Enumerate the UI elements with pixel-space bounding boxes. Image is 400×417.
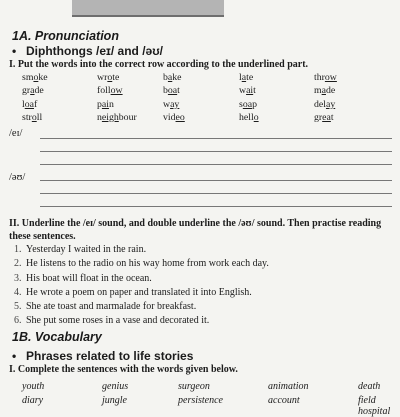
word-part: l xyxy=(22,98,25,110)
vocab-word: field hospital xyxy=(358,395,391,417)
symbol-ou: /əʊ/ xyxy=(9,172,26,183)
word-part: ai xyxy=(101,98,109,110)
instruction-2 xyxy=(9,218,391,243)
word-part: ay xyxy=(325,98,336,110)
word-part: eo xyxy=(175,111,185,123)
word-row xyxy=(22,71,392,84)
word-cell xyxy=(163,84,239,97)
word-cell xyxy=(97,71,163,84)
word-part: ow xyxy=(110,85,123,97)
word-part: o xyxy=(31,111,37,123)
word-part: de xyxy=(34,85,44,97)
word-cell xyxy=(314,84,389,97)
word-part: del xyxy=(314,98,326,110)
instruction-text: Complete the sentences with the words given below. xyxy=(17,364,238,375)
sentence-item xyxy=(14,286,394,300)
sentence-number: 6. xyxy=(14,315,22,327)
word-cell xyxy=(314,98,389,111)
word-part: ay xyxy=(170,98,180,110)
word-cell xyxy=(22,111,97,124)
word-part: te xyxy=(246,72,254,83)
vocab-word-row xyxy=(22,381,392,392)
word-part: p xyxy=(252,98,257,110)
sentence-text: He listens to the radio on his way home from work each day. xyxy=(26,258,269,270)
word-part: o xyxy=(253,111,259,123)
word-part: b xyxy=(163,72,168,83)
vocab-word: jungle xyxy=(102,395,127,406)
sentence-number: 4. xyxy=(14,286,22,298)
answer-line[interactable] xyxy=(40,193,392,194)
word-cell xyxy=(22,71,97,84)
answer-line[interactable] xyxy=(40,151,392,152)
word-part: o xyxy=(107,72,113,83)
word-grid xyxy=(22,71,392,124)
word-cell xyxy=(97,111,163,124)
sentence-number: 1. xyxy=(14,244,22,255)
answer-line[interactable] xyxy=(40,180,392,181)
section-title-vocabulary: 1B. Vocabulary xyxy=(12,330,102,344)
sentence-number: 5. xyxy=(14,301,22,313)
word-part: ke xyxy=(172,72,182,83)
word-part: hell xyxy=(239,111,254,123)
vocab-word: genius xyxy=(102,381,129,392)
vocab-word: youth xyxy=(22,381,45,392)
word-part: o xyxy=(33,72,39,83)
word-cell xyxy=(314,111,389,124)
word-cell xyxy=(22,84,97,97)
word-part: a xyxy=(321,85,326,97)
vocab-word: surgeon xyxy=(178,381,210,392)
word-part: eigh xyxy=(101,111,119,123)
word-part: m xyxy=(314,85,322,97)
word-part: a xyxy=(167,72,173,83)
answer-line[interactable] xyxy=(40,206,392,207)
diphthongs-heading-text: Diphthongs /eɪ/ and /əʊ/ xyxy=(26,44,163,58)
sentence-list xyxy=(14,243,394,329)
word-part: thr xyxy=(314,72,325,83)
word-part: te xyxy=(112,72,120,83)
bullet-icon: • xyxy=(12,44,17,58)
word-part: foll xyxy=(97,85,111,97)
sentence-item xyxy=(14,314,394,328)
sentence-text: Yesterday I waited in the rain. xyxy=(26,244,147,255)
word-part: l xyxy=(239,72,242,83)
word-part: f xyxy=(33,98,38,110)
phrases-heading xyxy=(12,349,193,363)
word-cell xyxy=(97,98,163,111)
word-cell xyxy=(163,98,239,111)
section-title-pronunciation: 1A. Pronunciation xyxy=(12,29,119,43)
word-row xyxy=(22,111,392,124)
word-part: ea xyxy=(322,111,331,123)
word-cell xyxy=(239,98,314,111)
instruction-text: Underline the /eɪ/ sound, and double underline the /əʊ/ sound. Then practise reading these sentences. xyxy=(9,218,382,242)
word-part: oa xyxy=(242,98,253,110)
word-part: a xyxy=(30,85,35,97)
word-part: oa xyxy=(24,98,34,110)
sentence-text: He wrote a poem on paper and translated it into English. xyxy=(26,286,252,298)
word-part: bour xyxy=(118,111,137,123)
word-part: n xyxy=(108,98,114,110)
sentence-item xyxy=(14,300,394,314)
sentence-number: 3. xyxy=(14,272,22,284)
word-part: t xyxy=(253,85,256,97)
word-cell xyxy=(97,84,163,97)
instruction-3 xyxy=(9,364,391,377)
sentence-text: She ate toast and marmalade for breakfast. xyxy=(26,301,197,313)
word-part: sm xyxy=(22,72,34,83)
vocab-word: death xyxy=(358,381,381,392)
word-part: ke xyxy=(38,72,48,83)
vocab-word-row xyxy=(22,395,392,417)
header-tab-bar xyxy=(72,0,224,17)
word-part: w xyxy=(239,85,247,97)
word-cell xyxy=(314,71,389,84)
sentence-item xyxy=(14,243,394,257)
word-part: ow xyxy=(324,72,337,83)
vocab-word: animation xyxy=(268,381,309,392)
sentence-number: 2. xyxy=(14,258,22,270)
word-part: gr xyxy=(22,85,31,97)
word-part: t xyxy=(330,111,334,123)
instruction-number: I. xyxy=(9,364,16,375)
word-row xyxy=(22,98,392,111)
word-part: w xyxy=(163,98,171,110)
word-cell xyxy=(239,111,314,124)
word-part: gr xyxy=(314,111,323,123)
symbol-ei: /eɪ/ xyxy=(9,128,23,139)
vocab-word: diary xyxy=(22,395,44,406)
word-part: a xyxy=(241,72,247,83)
instruction-1 xyxy=(9,59,391,72)
instruction-number: II. xyxy=(9,218,20,229)
word-part: n xyxy=(97,111,102,123)
diphthongs-heading xyxy=(12,44,163,58)
answer-line[interactable] xyxy=(40,138,392,139)
word-part: vid xyxy=(163,111,176,123)
instruction-number: I. xyxy=(9,59,16,70)
word-part: de xyxy=(325,85,336,97)
word-part: wr xyxy=(97,72,108,83)
sentence-item xyxy=(14,272,394,286)
sentence-item xyxy=(14,257,394,271)
phrases-heading-text: Phrases related to life stories xyxy=(26,349,194,363)
word-part: str xyxy=(22,111,32,123)
word-part: ll xyxy=(36,111,43,123)
word-cell xyxy=(163,111,239,124)
word-part: s xyxy=(239,98,243,110)
bullet-icon: • xyxy=(12,349,17,363)
word-part: b xyxy=(163,85,168,97)
word-part: p xyxy=(97,98,102,110)
vocab-word: account xyxy=(268,395,300,406)
instruction-text: Put the words into the correct row according to the underlined part. xyxy=(17,59,309,70)
word-cell xyxy=(163,71,239,84)
word-cell xyxy=(22,98,97,111)
word-row xyxy=(22,84,392,97)
word-part: ai xyxy=(246,85,254,97)
sentence-text: His boat will float in the ocean. xyxy=(26,272,152,284)
sentence-text: She put some roses in a vase and decorated it. xyxy=(26,315,210,327)
answer-line[interactable] xyxy=(40,164,392,165)
word-part: oa xyxy=(167,85,178,97)
word-cell xyxy=(239,71,314,84)
word-cell xyxy=(239,84,314,97)
word-part: t xyxy=(177,85,180,97)
vocab-word: persistence xyxy=(178,395,223,406)
